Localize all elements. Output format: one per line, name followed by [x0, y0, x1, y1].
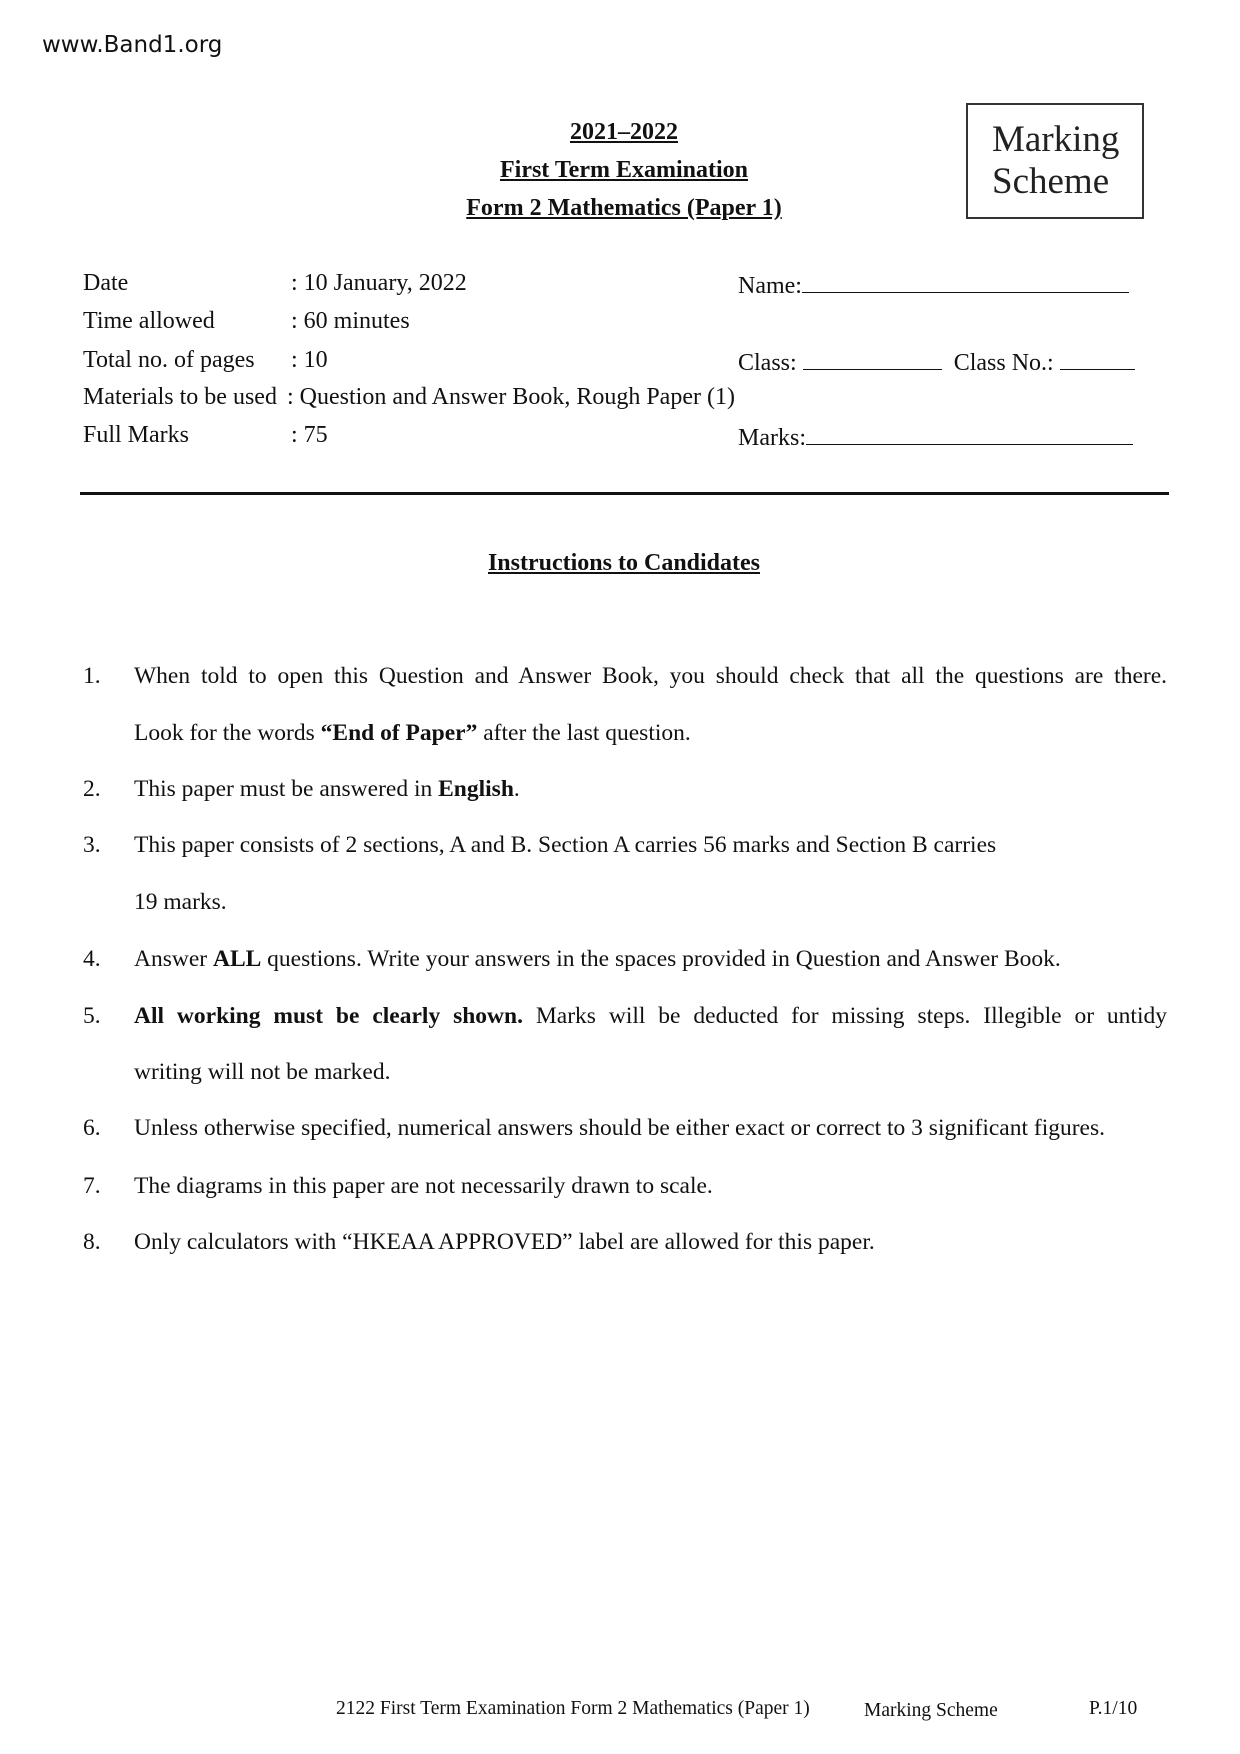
- marks-field: [738, 422, 1133, 452]
- marking-scheme-stamp: [966, 103, 1144, 219]
- stamp-line-1: Marking: [992, 119, 1120, 160]
- instruction-5-line-1: [134, 1003, 1167, 1030]
- text: .: [513, 776, 520, 802]
- instruction-4: [134, 946, 1061, 973]
- emphasis: ALL: [212, 946, 262, 972]
- instruction-5-line-2: writing will not be marked.: [134, 1059, 391, 1085]
- item-number: 2.: [83, 776, 101, 802]
- item-number: 8.: [83, 1229, 101, 1255]
- instruction-1-line-1: When told to open this Question and Answer Book, you should check that all the questions are there.: [134, 663, 1167, 689]
- watermark-url: www.Band1.org: [42, 32, 223, 58]
- item-number: 4.: [83, 946, 101, 972]
- class-field: [738, 347, 1135, 377]
- footer-label: Marking Scheme: [864, 1700, 998, 1721]
- divider: [80, 492, 1169, 495]
- text: Answer: [134, 946, 213, 972]
- exam-year: 2021–2022: [570, 119, 678, 145]
- materials-value: : Question and Answer Book, Rough Paper (1): [287, 384, 735, 410]
- name-blank: [802, 270, 1129, 293]
- full-marks-value: : 75: [291, 422, 328, 448]
- item-number: 3.: [83, 832, 101, 858]
- item-number: 5.: [83, 1003, 101, 1029]
- emphasis: “End of Paper”: [320, 720, 478, 746]
- instructions-heading: Instructions to Candidates: [487, 550, 761, 576]
- classno-blank: [1060, 347, 1135, 370]
- emphasis: English: [438, 776, 514, 802]
- item-number: 1.: [83, 663, 101, 689]
- class-label: Class:: [738, 350, 797, 376]
- time-value: : 60 minutes: [291, 308, 410, 334]
- text: Look for the words: [134, 720, 321, 746]
- emphasis: All working must be clearly shown.: [134, 1003, 523, 1029]
- date-label: Date: [83, 270, 129, 296]
- stamp-line-2: Scheme: [992, 161, 1110, 202]
- instruction-8: Only calculators with “HKEAA APPROVED” label are allowed for this paper.: [134, 1229, 875, 1255]
- pages-value: : 10: [291, 347, 328, 373]
- class-blank: [803, 347, 942, 370]
- item-number: 7.: [83, 1173, 101, 1199]
- classno-label: Class No.:: [953, 350, 1054, 376]
- text: Marks will be deducted for missing steps. Illegible or untidy: [522, 1003, 1167, 1029]
- page-number: P.1/10: [1089, 1698, 1138, 1719]
- text: This paper must be answered in: [134, 776, 439, 802]
- instruction-7: The diagrams in this paper are not necessarily drawn to scale.: [134, 1173, 713, 1199]
- exam-name: First Term Examination: [499, 157, 748, 183]
- time-label: Time allowed: [83, 308, 215, 334]
- full-marks-label: Full Marks: [83, 422, 190, 448]
- instruction-2: [134, 776, 520, 803]
- pages-label: Total no. of pages: [83, 347, 255, 373]
- name-field: [738, 270, 1129, 300]
- instruction-6: Unless otherwise specified, numerical answers should be either exact or correct to 3 significant figures.: [134, 1115, 1106, 1141]
- exam-subject: Form 2 Mathematics (Paper 1): [466, 195, 782, 221]
- text: after the last question.: [477, 720, 691, 746]
- footer-title: 2122 First Term Examination Form 2 Mathematics (Paper 1): [336, 1698, 810, 1719]
- item-number: 6.: [83, 1115, 101, 1141]
- marks-blank: [806, 422, 1133, 445]
- name-label: Name:: [738, 273, 802, 299]
- instruction-3-line-1: This paper consists of 2 sections, A and B. Section A carries 56 marks and Section B carries: [134, 832, 997, 858]
- marks-label: Marks:: [738, 425, 806, 451]
- instruction-3-line-2: 19 marks.: [134, 889, 227, 915]
- materials-label: Materials to be used: [83, 384, 277, 410]
- date-value: : 10 January, 2022: [291, 270, 467, 296]
- text: questions. Write your answers in the spaces provided in Question and Answer Book.: [261, 946, 1061, 972]
- instruction-1-line-2: [134, 720, 691, 747]
